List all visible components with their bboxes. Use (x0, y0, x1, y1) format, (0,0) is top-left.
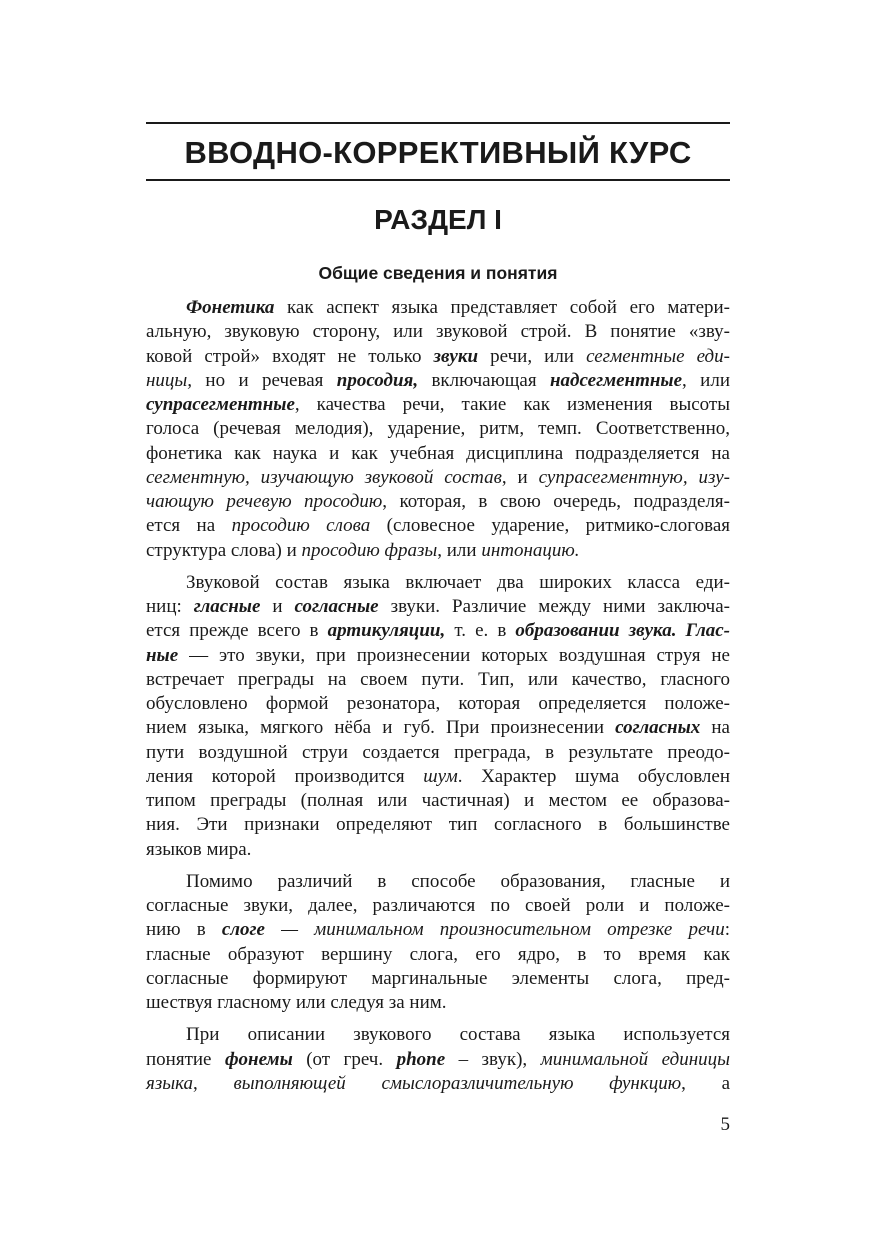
text-line (146, 442, 730, 466)
text-line (146, 967, 730, 991)
term-bold-italic: супрасегментные (146, 394, 295, 415)
text-line (146, 417, 730, 441)
text-line (146, 943, 730, 967)
text-run: : (724, 919, 730, 941)
paragraph (146, 296, 730, 563)
text-line (146, 894, 730, 918)
term-bold-italic: гласные (193, 596, 261, 617)
text-run: языков мира. (146, 838, 252, 860)
term-italic: — минимальном произносительном отрезке речи (264, 919, 725, 941)
text-run: ется на (146, 515, 232, 537)
text-line (146, 369, 730, 393)
term-bold-italic: фонемы (224, 1048, 293, 1070)
text-line (146, 595, 730, 619)
term-italic: минимальной единицы (540, 1048, 730, 1070)
text-line (146, 320, 730, 344)
text-line (146, 813, 730, 837)
text-line (146, 1048, 730, 1072)
text-run: , качества речи, такие как изменения высоты (294, 394, 730, 415)
text-run: речи, или (478, 345, 587, 367)
text-run: встречает преграды на своем пути. Тип, или качество, гласного (146, 668, 730, 690)
text-line (146, 838, 730, 862)
paragraph (146, 870, 730, 1016)
text-line (146, 765, 730, 789)
term-bold-italic: слоге (221, 919, 265, 941)
term-bold-italic: артикуляции, (327, 620, 446, 642)
text-run: альную, звуковую сторону, или звуковой строй. В понятие «зву- (146, 321, 730, 343)
text-run: – звук), (445, 1048, 541, 1070)
text-run: и (260, 596, 295, 617)
text-line (146, 668, 730, 692)
text-run: гласные образуют вершину слога, его ядро, в то время как (146, 943, 730, 965)
top-rule (146, 122, 730, 124)
text-line (146, 490, 730, 514)
text-run: пути воздушной струи создается преграда, в результате преодо- (146, 741, 730, 763)
term-bold-italic: надсегментные (550, 369, 683, 391)
term-bold-italic: образовании звука. Глас- (515, 620, 731, 642)
text-line (146, 571, 730, 595)
text-run: Помимо различий в способе образования, гласные и (186, 870, 730, 892)
text-run: нием языка, мягкого нёба и губ. При произнесении (146, 717, 616, 739)
text-run: включающая (418, 369, 550, 391)
bottom-rule (146, 179, 730, 181)
text-run: Звуковой состав языка включает два широких класса еди- (186, 571, 730, 593)
text-line (146, 466, 730, 490)
text-run: голоса (речевая мелодия), ударение, ритм, темп. Соответственно, (146, 418, 730, 440)
term-italic: шум (423, 765, 458, 787)
text-run: , и (501, 466, 539, 488)
text-run: на (700, 717, 730, 739)
term-italic: ницы, (146, 369, 193, 391)
term-italic: сегментную, изучающую звуковой состав (146, 466, 502, 488)
text-run: фонетика как наука и как учебная дисциплина подразделяется на (146, 442, 730, 464)
text-line (146, 789, 730, 813)
text-run: ется прежде всего в (146, 620, 328, 642)
term-bold-italic: согласных (615, 717, 701, 739)
text-run: структура слова) и (146, 539, 302, 561)
text-line (146, 1023, 730, 1047)
section-title: РАЗДЕЛ I (374, 204, 502, 235)
text-run: При описании звукового состава языка используется (186, 1024, 730, 1046)
text-run: обусловлено формой резонатора, которая определяется положе- (146, 693, 730, 714)
text-run: , или (437, 539, 482, 561)
paragraph (146, 571, 730, 862)
term-bold-italic: просодия, (336, 369, 419, 391)
text-run: . Характер шума обусловлен (457, 765, 731, 787)
text-line (146, 918, 730, 942)
term-italic: просодию слова (231, 515, 371, 537)
text-run: (словесное ударение, ритмико-слоговая (370, 515, 730, 537)
text-run: , или (682, 369, 730, 391)
term-italic: сегментные еди- (586, 345, 730, 367)
term-bold-italic: phone (396, 1048, 446, 1070)
text-line (146, 741, 730, 765)
text-run: — это звуки, при произнесении которых воздушная струя не (178, 644, 730, 666)
text-line (146, 619, 730, 643)
term-bold-italic: звуки (433, 345, 479, 367)
text-line (146, 692, 730, 716)
text-line (146, 870, 730, 894)
text-run: т. е. в (445, 620, 516, 642)
text-run: ления которой производится (146, 765, 424, 787)
term-bold-italic: согласные (294, 596, 379, 617)
term-italic: просодию фразы (301, 539, 438, 561)
term-italic: выполняющей смыслоразличительную функцию (233, 1072, 682, 1094)
text-run: звуки. Различие между ними заключа- (378, 596, 730, 617)
text-run: , (193, 1072, 234, 1094)
term-bold-italic: ные (146, 644, 179, 666)
text-run: согласные звуки, далее, различаются по своей роли и положе- (146, 895, 730, 916)
term-italic: чающую речевую просодию (146, 491, 383, 512)
text-run: нию в (146, 919, 222, 941)
paragraph-gap (146, 1015, 730, 1023)
text-run: (от греч. (292, 1048, 397, 1070)
text-line (146, 716, 730, 740)
text-run: как аспект языка представляет собой его матери- (274, 297, 730, 318)
section-subtitle: Общие сведения и понятия (318, 263, 558, 283)
text-line (146, 539, 730, 563)
text-run: но и речевая (192, 369, 337, 391)
text-run: согласные формируют маргинальные элементы слога, пред- (146, 967, 730, 989)
text-line (146, 296, 730, 320)
text-run: ковой строй» входят не только (146, 345, 434, 367)
text-run: понятие (146, 1048, 225, 1070)
text-run: типом преграды (полная или частичная) и местом ее образова- (146, 790, 730, 811)
text-line (146, 514, 730, 538)
term-italic: языка (146, 1072, 194, 1094)
page-number: 5 (720, 1114, 730, 1135)
body-text (146, 296, 730, 1096)
paragraph (146, 1023, 730, 1096)
text-line (146, 991, 730, 1015)
course-title: ВВОДНО-КОРРЕКТИВНЫЙ КУРС (184, 135, 692, 170)
text-line (146, 644, 730, 668)
text-run: ниц: (146, 596, 194, 617)
term-bold-italic: Фонетика (186, 297, 275, 318)
term-italic: супрасегментную, изу- (538, 466, 731, 488)
text-run: ния. Эти признаки определяют тип согласного в большинстве (146, 814, 730, 836)
text-run: , которая, в свою очередь, подразделя- (382, 491, 730, 512)
text-line (146, 1072, 730, 1096)
term-italic: интонацию. (481, 539, 580, 561)
text-run: шествуя гласному или следуя за ним. (146, 992, 447, 1013)
text-line (146, 345, 730, 369)
text-run: , а (681, 1072, 731, 1094)
paragraph-gap (146, 563, 730, 571)
text-line (146, 393, 730, 417)
paragraph-gap (146, 862, 730, 870)
